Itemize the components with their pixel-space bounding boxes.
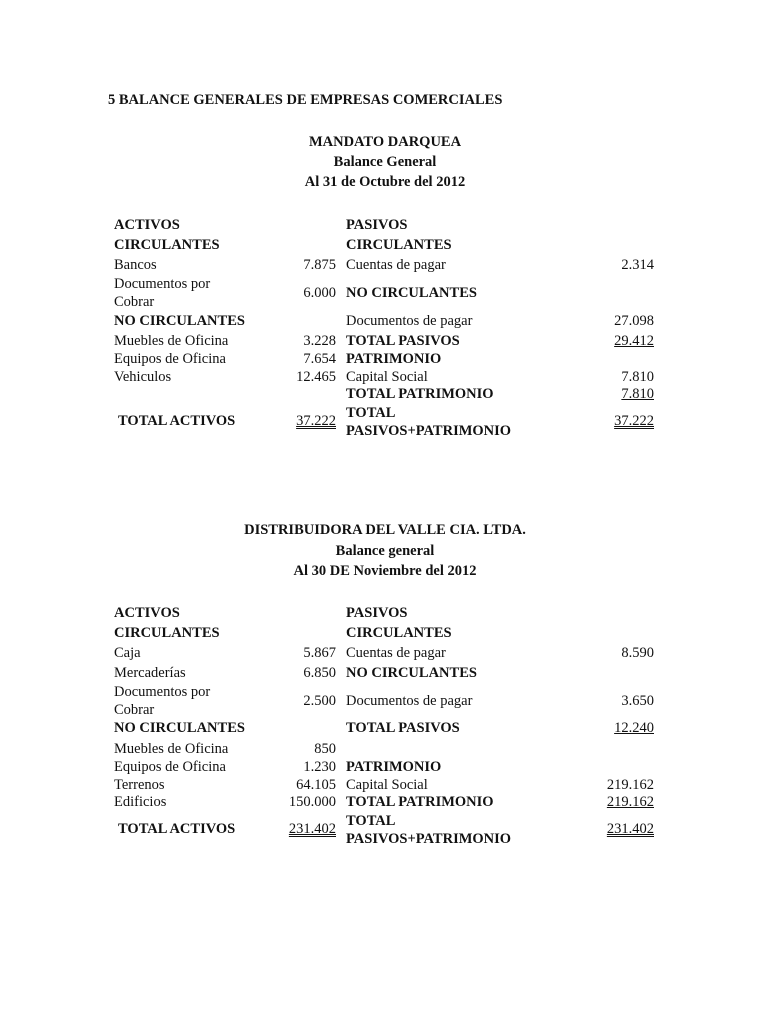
total-pasivos-patrimonio-label: TOTAL PASIVOS+PATRIMONIO: [346, 405, 512, 439]
total-patrimonio-value: 7.810: [621, 386, 654, 402]
statement-subtitle: Balance general: [335, 543, 435, 559]
activos-no-circulantes-header: NO CIRCULANTES: [114, 720, 245, 736]
activos-header: ACTIVOS: [114, 217, 180, 233]
pasivo-label: Cuentas de pagar: [346, 645, 446, 661]
activo-label: Muebles de Oficina: [114, 333, 229, 349]
activo-value: 6.850: [303, 665, 336, 681]
activos-circulantes-header: CIRCULANTES: [114, 237, 220, 253]
pasivo-label: Capital Social: [346, 777, 428, 793]
activo-label: Edificios: [114, 794, 167, 810]
activo-label: Terrenos: [114, 777, 165, 793]
pasivo-label: Capital Social: [346, 369, 428, 385]
activo-label: Documentos por Cobrar: [114, 276, 211, 310]
pasivos-circulantes-header: CIRCULANTES: [346, 625, 452, 641]
total-pasivos-patrimonio-value: 37.222: [614, 413, 654, 429]
pasivo-label: Documentos de pagar: [346, 693, 473, 709]
patrimonio-header: PATRIMONIO: [346, 759, 442, 775]
activos-header: ACTIVOS: [114, 605, 180, 621]
total-pasivos-patrimonio-label: TOTAL PASIVOS+PATRIMONIO: [346, 813, 512, 847]
activos-no-circulantes-header: NO CIRCULANTES: [114, 313, 245, 329]
total-patrimonio-value: 219.162: [606, 794, 654, 810]
activo-label: Mercaderías: [114, 665, 186, 681]
activo-value: 64.105: [296, 777, 336, 793]
pasivo-value: 219.162: [606, 777, 654, 793]
activo-value: 1.230: [303, 759, 336, 775]
activo-value: 7.875: [303, 257, 336, 273]
activo-label: Equipos de Oficina: [114, 351, 226, 367]
company-name: DISTRIBUIDORA DEL VALLE CIA. LTDA.: [244, 522, 526, 538]
pasivo-value: 2.314: [621, 257, 654, 273]
pasivos-no-circulantes-header: NO CIRCULANTES: [346, 665, 477, 681]
pasivo-label: Documentos de pagar: [346, 313, 473, 329]
document-title: 5 BALANCE GENERALES DE EMPRESAS COMERCIALES: [108, 92, 503, 108]
statement-subtitle: Balance General: [333, 154, 437, 170]
pasivo-value: 7.810: [621, 369, 654, 385]
pasivo-label: Cuentas de pagar: [346, 257, 446, 273]
activo-label: Bancos: [114, 257, 157, 273]
pasivos-no-circulantes-header: NO CIRCULANTES: [346, 285, 477, 301]
total-activos-label: TOTAL ACTIVOS: [118, 413, 236, 429]
activo-value: 5.867: [303, 645, 336, 661]
activo-value: 850: [314, 741, 336, 757]
patrimonio-header: PATRIMONIO: [346, 351, 442, 367]
activo-label: Caja: [114, 645, 141, 661]
activo-value: 12.465: [296, 369, 336, 385]
total-pasivos-value: 29.412: [614, 333, 654, 349]
activo-label: Muebles de Oficina: [114, 741, 229, 757]
pasivo-value: 8.590: [621, 645, 654, 661]
total-activos-value: 37.222: [296, 413, 336, 429]
pasivo-value: 3.650: [621, 693, 654, 709]
total-pasivos-value: 12.240: [614, 720, 654, 736]
company-name: MANDATO DARQUEA: [308, 134, 462, 150]
pasivos-circulantes-header: CIRCULANTES: [346, 237, 452, 253]
total-pasivos-label: TOTAL PASIVOS: [346, 720, 460, 736]
activo-value: 7.654: [303, 351, 336, 367]
activos-circulantes-header: CIRCULANTES: [114, 625, 220, 641]
pasivo-value: 27.098: [614, 313, 654, 329]
total-patrimonio-label: TOTAL PATRIMONIO: [346, 386, 494, 402]
statement-date: Al 31 de Octubre del 2012: [304, 174, 466, 190]
activo-label: Equipos de Oficina: [114, 759, 226, 775]
total-activos-label: TOTAL ACTIVOS: [118, 821, 236, 837]
total-patrimonio-label: TOTAL PATRIMONIO: [346, 794, 494, 810]
activo-label: Vehiculos: [114, 369, 172, 385]
activo-value: 150.000: [288, 794, 336, 810]
activo-value: 3.228: [303, 333, 336, 349]
activo-value: 6.000: [303, 285, 336, 301]
pasivos-header: PASIVOS: [346, 605, 408, 621]
total-activos-value: 231.402: [288, 821, 336, 837]
pasivos-header: PASIVOS: [346, 217, 408, 233]
total-pasivos-patrimonio-value: 231.402: [606, 821, 654, 837]
activo-value: 2.500: [303, 693, 336, 709]
total-pasivos-label: TOTAL PASIVOS: [346, 333, 460, 349]
activo-label: Documentos por Cobrar: [114, 684, 211, 718]
statement-date: Al 30 DE Noviembre del 2012: [293, 563, 477, 579]
